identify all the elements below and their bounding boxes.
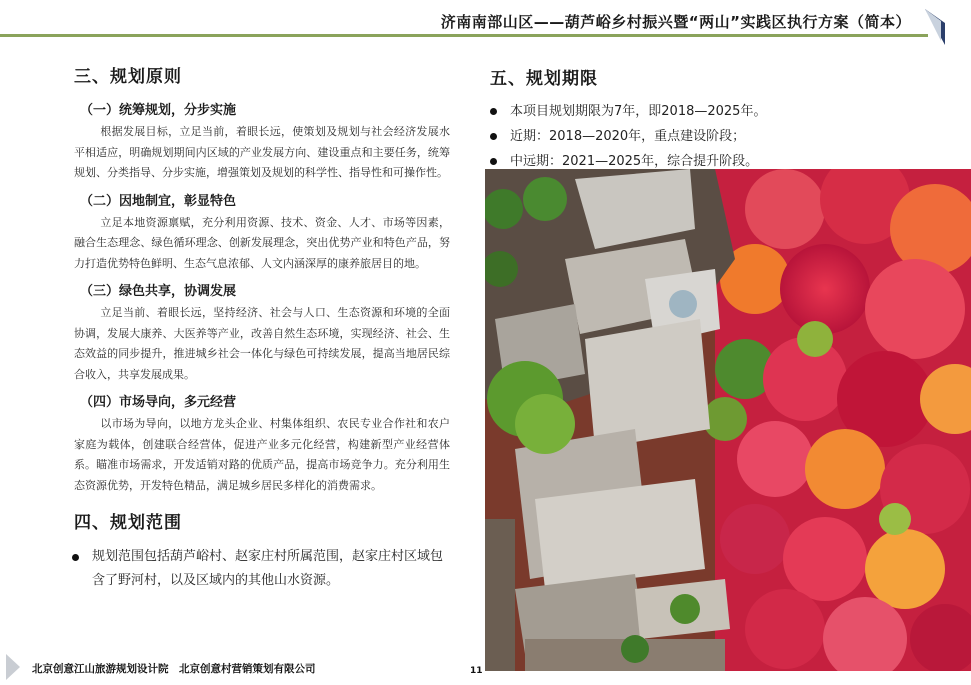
principle-1-body: 根据发展目标，立足当前，着眼长远，使策划及规划与社会经济发展水平相适应，明确规划期间内区域的产业发展方向、建设重点和主要任务，统筹规划、分类指导、分步实施，增强策划及规划的科学性、指导性和可操作性。 [74,125,450,179]
principle-1-heading: （一）统筹规划，分步实施 [80,103,237,118]
period-bullet [490,124,950,149]
scope-bullet [68,545,450,593]
header-rule [0,34,928,37]
scope-text: 规划范围包括葫芦峪村、赵家庄村所属范围，赵家庄村区域包含了野河村，以及区域内的其他山水资源。 [92,549,444,588]
section-5-title: 五、规划期限 [490,69,598,89]
bullet-dot-icon [490,158,497,165]
period-text-2: 中远期：2021—2025年，综合提升阶段。 [510,154,759,169]
bullet-dot-icon [490,108,497,115]
right-column [490,64,950,174]
page-number: 11 [470,666,483,676]
section-4-title: 四、规划范围 [74,513,182,533]
corner-tab-icon [923,7,947,45]
period-bullet [490,99,950,124]
principle-3-body: 立足当前、着眼长远，坚持经济、社会与人口、生态资源和环境的全面协调，发展大康养、大医养等产业，改善自然生态环境，实现经济、社会、生态效益的同步提升，推进城乡社会一体化与绿色可持续发展，提高当地居民综合收入，共享发展成果。 [74,306,450,381]
principle-2-body: 立足本地资源禀赋，充分利用资源、技术、资金、人才、市场等因素，融合生态理念、绿色循环理念、创新发展理念，突出优势产业和特色产品，努力打造优势特色鲜明、生态气息浓郁、人文内涵深厚的康养旅居目的地。 [74,215,450,270]
bullet-dot-icon [490,133,497,140]
principle-2-heading: （二）因地制宜，彰显特色 [80,193,237,209]
principle-4-heading: （四）市场导向，多元经营 [80,395,237,410]
section-3-title: 三、规划原则 [74,67,182,87]
period-text-0: 本项目规划期限为7年，即2018—2025年。 [510,104,767,119]
aerial-village-photo [485,169,971,671]
bullet-dot-icon [72,554,79,561]
principle-3-heading: （三）绿色共享，协调发展 [80,284,237,299]
header-title: 济南南部山区——葫芦峪乡村振兴暨“两山”实践区执行方案（简本） [440,13,911,31]
period-text-1: 近期：2018—2020年，重点建设阶段； [510,129,746,144]
principle-4-body: 以市场为导向，以地方龙头企业、村集体组织、农民专业合作社和农户家庭为载体，创建联合经营体，促进产业多元化经营，构建新型产业经营体系。瞄准市场需求，开发适销对路的优质产品，提高市场竞争力。充分利用生态资源优势，开发特色精品，满足城乡居民多样化的消费需求。 [74,417,450,492]
footer-organization: 北京创意江山旅游规划设计院 北京创意村营销策划有限公司 [32,663,316,675]
footer-triangle-icon [6,654,20,680]
left-column [68,62,450,593]
